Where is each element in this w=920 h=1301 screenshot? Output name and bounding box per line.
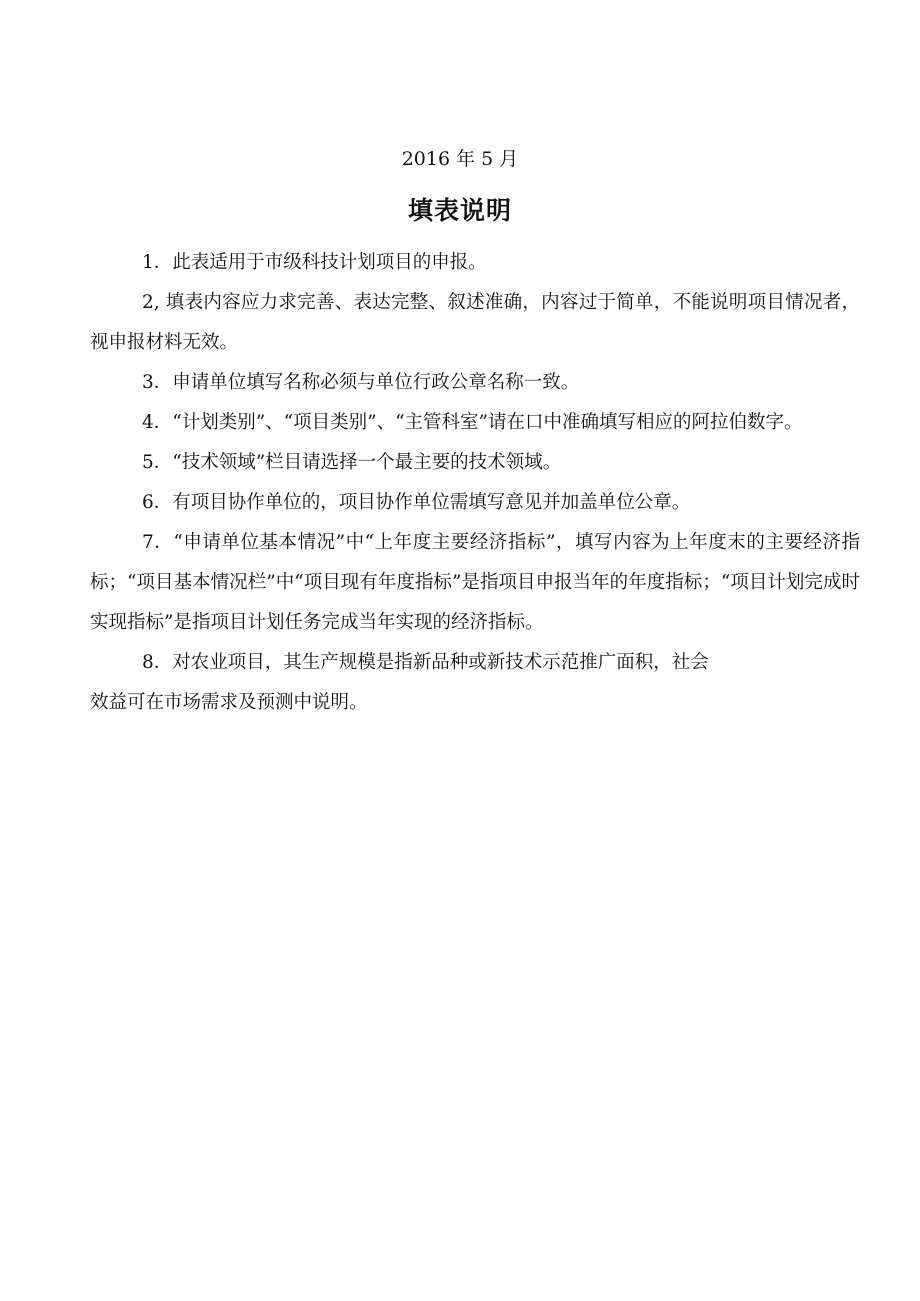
instruction-item-5: 5．“技术领域”栏目请选择一个最主要的技术领域。 xyxy=(142,452,562,473)
instruction-item-2: 2, 填表内容应力求完善、表达完整、叙述准确，内容过于简单，不能说明项目情况者，视申报材料无效。 xyxy=(90,292,860,353)
instruction-item-3: 3．申请单位填写名称必须与单位行政公章名称一致。 xyxy=(142,372,580,393)
instruction-list xyxy=(90,243,860,723)
instruction-item-1: 1．此表适用于市级科技计划项目的申报。 xyxy=(142,252,487,273)
instruction-item-6: 6．有项目协作单位的，项目协作单位需填写意见并加盖单位公章。 xyxy=(142,492,691,513)
document-date: 2016 年 5 月 xyxy=(401,148,519,170)
instruction-item-8-continued: 效益可在市场需求及预测中说明。 xyxy=(90,692,368,713)
instruction-item-4: 4．“计划类别”、“项目类别”、“主管科室”请在口中准确填写相应的阿拉伯数字。 xyxy=(142,412,803,433)
page-title: 填表说明 xyxy=(407,196,512,225)
instruction-item-8: 8．对农业项目，其生产规模是指新品种或新技术示范推广面积，社会 xyxy=(142,652,709,673)
instruction-item-7: 7．“申请单位基本情况”中“上年度主要经济指标”，填写内容为上年度末的主要经济指标；“项目基本情况栏”中“项目现有年度指标”是指项目申报当年的年度指标；“项目计划完成时实现指标”是指项目计划任务完成当年实现的经济指标。 xyxy=(90,532,860,633)
